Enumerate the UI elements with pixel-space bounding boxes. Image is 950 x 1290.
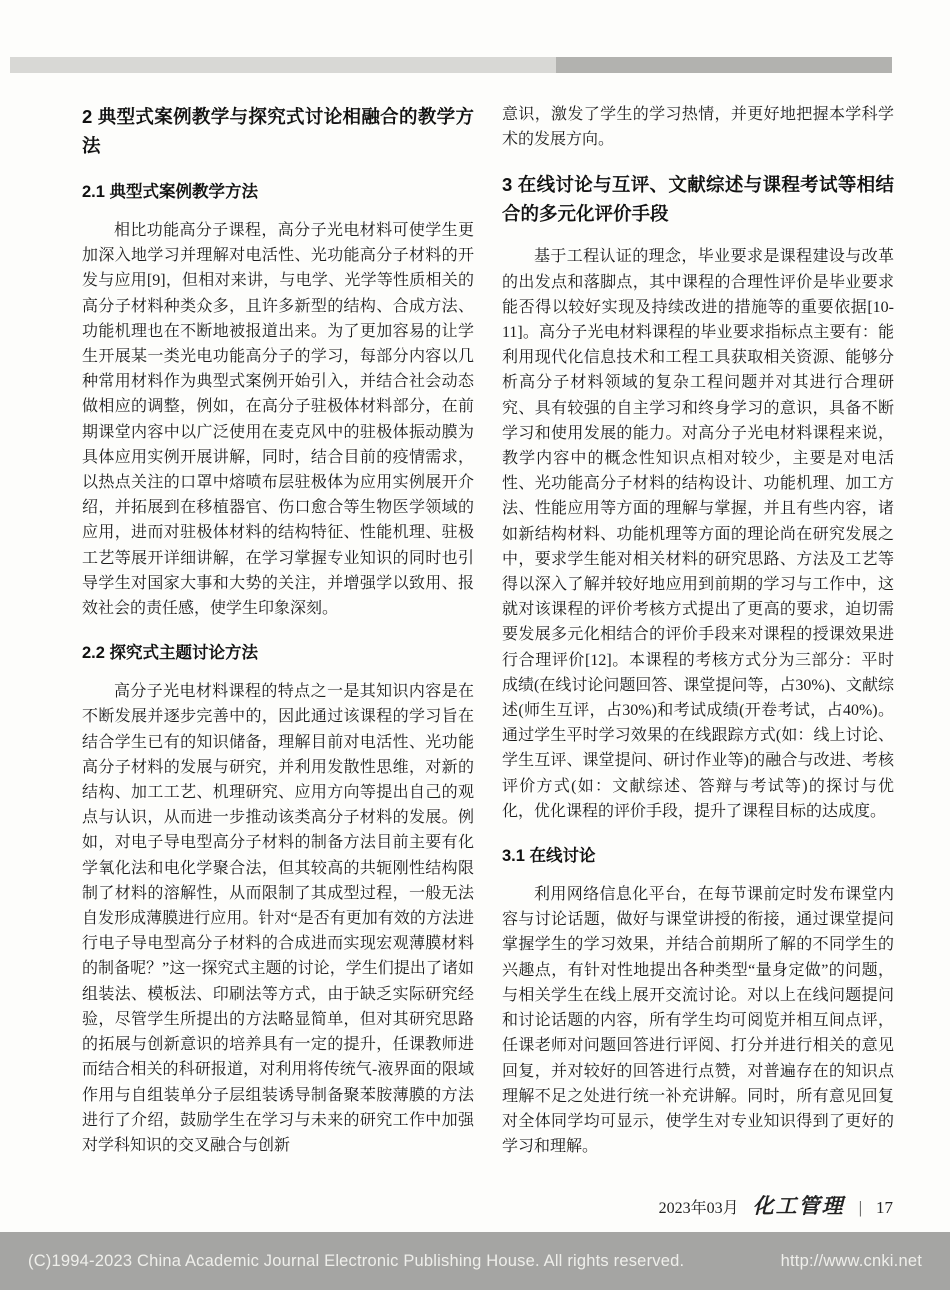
article-body	[82, 102, 894, 1159]
section-2-heading: 2 典型式案例教学与探究式讨论相融合的教学方法	[82, 106, 474, 156]
issue-date: 2023年03月	[658, 1200, 739, 1217]
cnki-url: http://www.cnki.net	[780, 1251, 922, 1270]
footer-separator: |	[858, 1198, 862, 1217]
copyright-bar	[0, 1232, 950, 1290]
paragraph-2-1: 相比功能高分子课程，高分子光电材料可使学生更加深入地学习并理解对电活性、光功能高分子材料的开发与应用[9]，但相对来讲，与电学、光学等性质相关的高分子材料种类众多，且许多新型的结构、合成方法、功能机理也在不断地被报道出来。为了更加容易的让学生开展某一类光电功能高分子的学习，每部分内容以几种常用材料作为典型式案例开始引入，并结合社会动态做相应的调整，例如，在高分子驻极体材料部分，在前期课堂内容中以广泛使用在麦克风中的驻极体振动膜为具体应用实例开展讲解，同时，结合目前的疫情需求，以热点关注的口罩中熔喷布层驻极体为应用实例展开介绍，并拓展到在移植器官、伤口愈合等生物医学领域的应用，进而对驻极体材料的结构特征、性能机理、驻极工艺等展开详细讲解，在学习掌握专业知识的同时也引导学生对国家大事和大势的关注，并增强学以致用、报效社会的责任感，使学生印象深刻。	[82, 222, 474, 618]
journal-logo: 化工管理	[752, 1194, 845, 1218]
column-left	[82, 102, 474, 1159]
section-2-1-heading: 2.1 典型式案例教学方法	[82, 183, 259, 201]
paragraph-continuation: 意识，激发了学生的学习热情，并更好地把握本学科学术的发展方向。	[502, 106, 894, 149]
header-band-right	[556, 57, 892, 73]
section-3-1-heading: 3.1 在线讨论	[502, 847, 596, 866]
header-band-left	[10, 57, 556, 73]
footer-issue-info	[659, 1190, 893, 1220]
section-2-2-heading: 2.2 探究式主题讨论方法	[82, 644, 259, 663]
copyright-text: (C)1994-2023 China Academic Journal Electronic Publishing House. All rights reserved.	[28, 1251, 685, 1270]
page-number: 17	[876, 1198, 893, 1217]
paragraph-2-2: 高分子光电材料课程的特点之一是其知识内容是在不断发展并逐步完善中的，因此通过该课程的学习旨在结合学生已有的知识储备，理解目前对电活性、光功能高分子材料的发展与研究，并利用发散性思维，对新的结构、加工工艺、机理研究、应用方向等提出自己的观点与认识，从而进一步推动该类高分子材料的发展。例如，对电子导电型高分子材料的制备方法目前主要有化学氧化法和电化学聚合法，但其较高的共轭刚性结构限制了材料的溶解性，从而限制了其成型过程，一般无法自发形成薄膜进行应用。针对“是否有更加有效的方法进行电子导电型高分子材料的合成进而实现宏观薄膜材料的制备呢？”这一探究式主题的讨论，学生们提出了诸如组装法、模板法、印刷法等方式，由于缺乏实际研究经验，尽管学生所提出的方法略显简单，但对其研究思路的拓展与创新意识的培养具有一定的提升，任课教师进而结合相关的科研报道，对利用将传统气-液界面的限域作用与自组装单分子层组装诱导制备聚苯胺薄膜的方法进行了介绍，鼓励学生在学习与未来的研究工作中加强对学科知识的交叉融合与创新	[82, 683, 474, 1154]
header-band	[10, 57, 892, 73]
paragraph-3: 基于工程认证的理念，毕业要求是课程建设与改革的出发点和落脚点，其中课程的合理性评价是毕业要求能否得以较好实现及持续改进的措施等的重要依据[10-11]。高分子光电材料课程的毕业要求指标点主要有：能利用现代化信息技术和工程工具获取相关资源、能够分析高分子材料领域的复杂工程问题并对其进行合理研究、具有较强的自主学习和终身学习的意识，具备不断学习和使用发展的能力。对高分子光电材料课程来说，教学内容中的概念性知识点相对较少，主要是对电活性、光功能高分子材料的结构设计、功能机理、加工方法、性能应用等方面的理解与掌握，并且有些内容，诸如新结构材料、功能机理等方面的理论尚在研究发展之中，要求学生能对相关材料的研究思路、方法及工艺等得以深入了解并较好地应用到前期的学习与工作中，这就对该课程的评价考核方式提出了更高的要求，迫切需要发展多元化相结合的评价手段来对课程的授课效果进行合理评价[12]。本课程的考核方式分为三部分：平时成绩(在线讨论问题回答、课堂提问等，占30%)、文献综述(师生互评，占30%)和考试成绩(开卷考试，占40%)。通过学生平时学习效果的在线跟踪方式(如：线上讨论、学生互评、课堂提问、研讨作业等)的融合与改进、考核评价方式(如：文献综述、答辩与考试等)的探讨与优化，优化课程的评价手段，提升了课程目标的达成度。	[502, 248, 894, 820]
column-right	[502, 102, 894, 1159]
paragraph-3-1: 利用网络信息化平台，在每节课前定时发布课堂内容与讨论话题，做好与课堂讲授的衔接，通过课堂提问掌握学生的学习效果，并结合前期所了解的不同学生的兴趣点，有针对性地提出各种类型“量身定做”的问题，与相关学生在线上展开交流讨论。对以上在线问题提问和讨论话题的内容，所有学生均可阅览并相互间点评，任课老师对问题回答进行评阅、打分并进行相关的意见回复，并对较好的回答进行点赞，对普遍存在的知识点理解不足之处进行统一补充讲解。同时，所有意见回复对全体同学均可显示，使学生对专业知识得到了更好的学习和理解。	[502, 886, 894, 1156]
section-3-heading: 3 在线讨论与互评、文献综述与课程考试等相结合的多元化评价手段	[502, 174, 894, 225]
